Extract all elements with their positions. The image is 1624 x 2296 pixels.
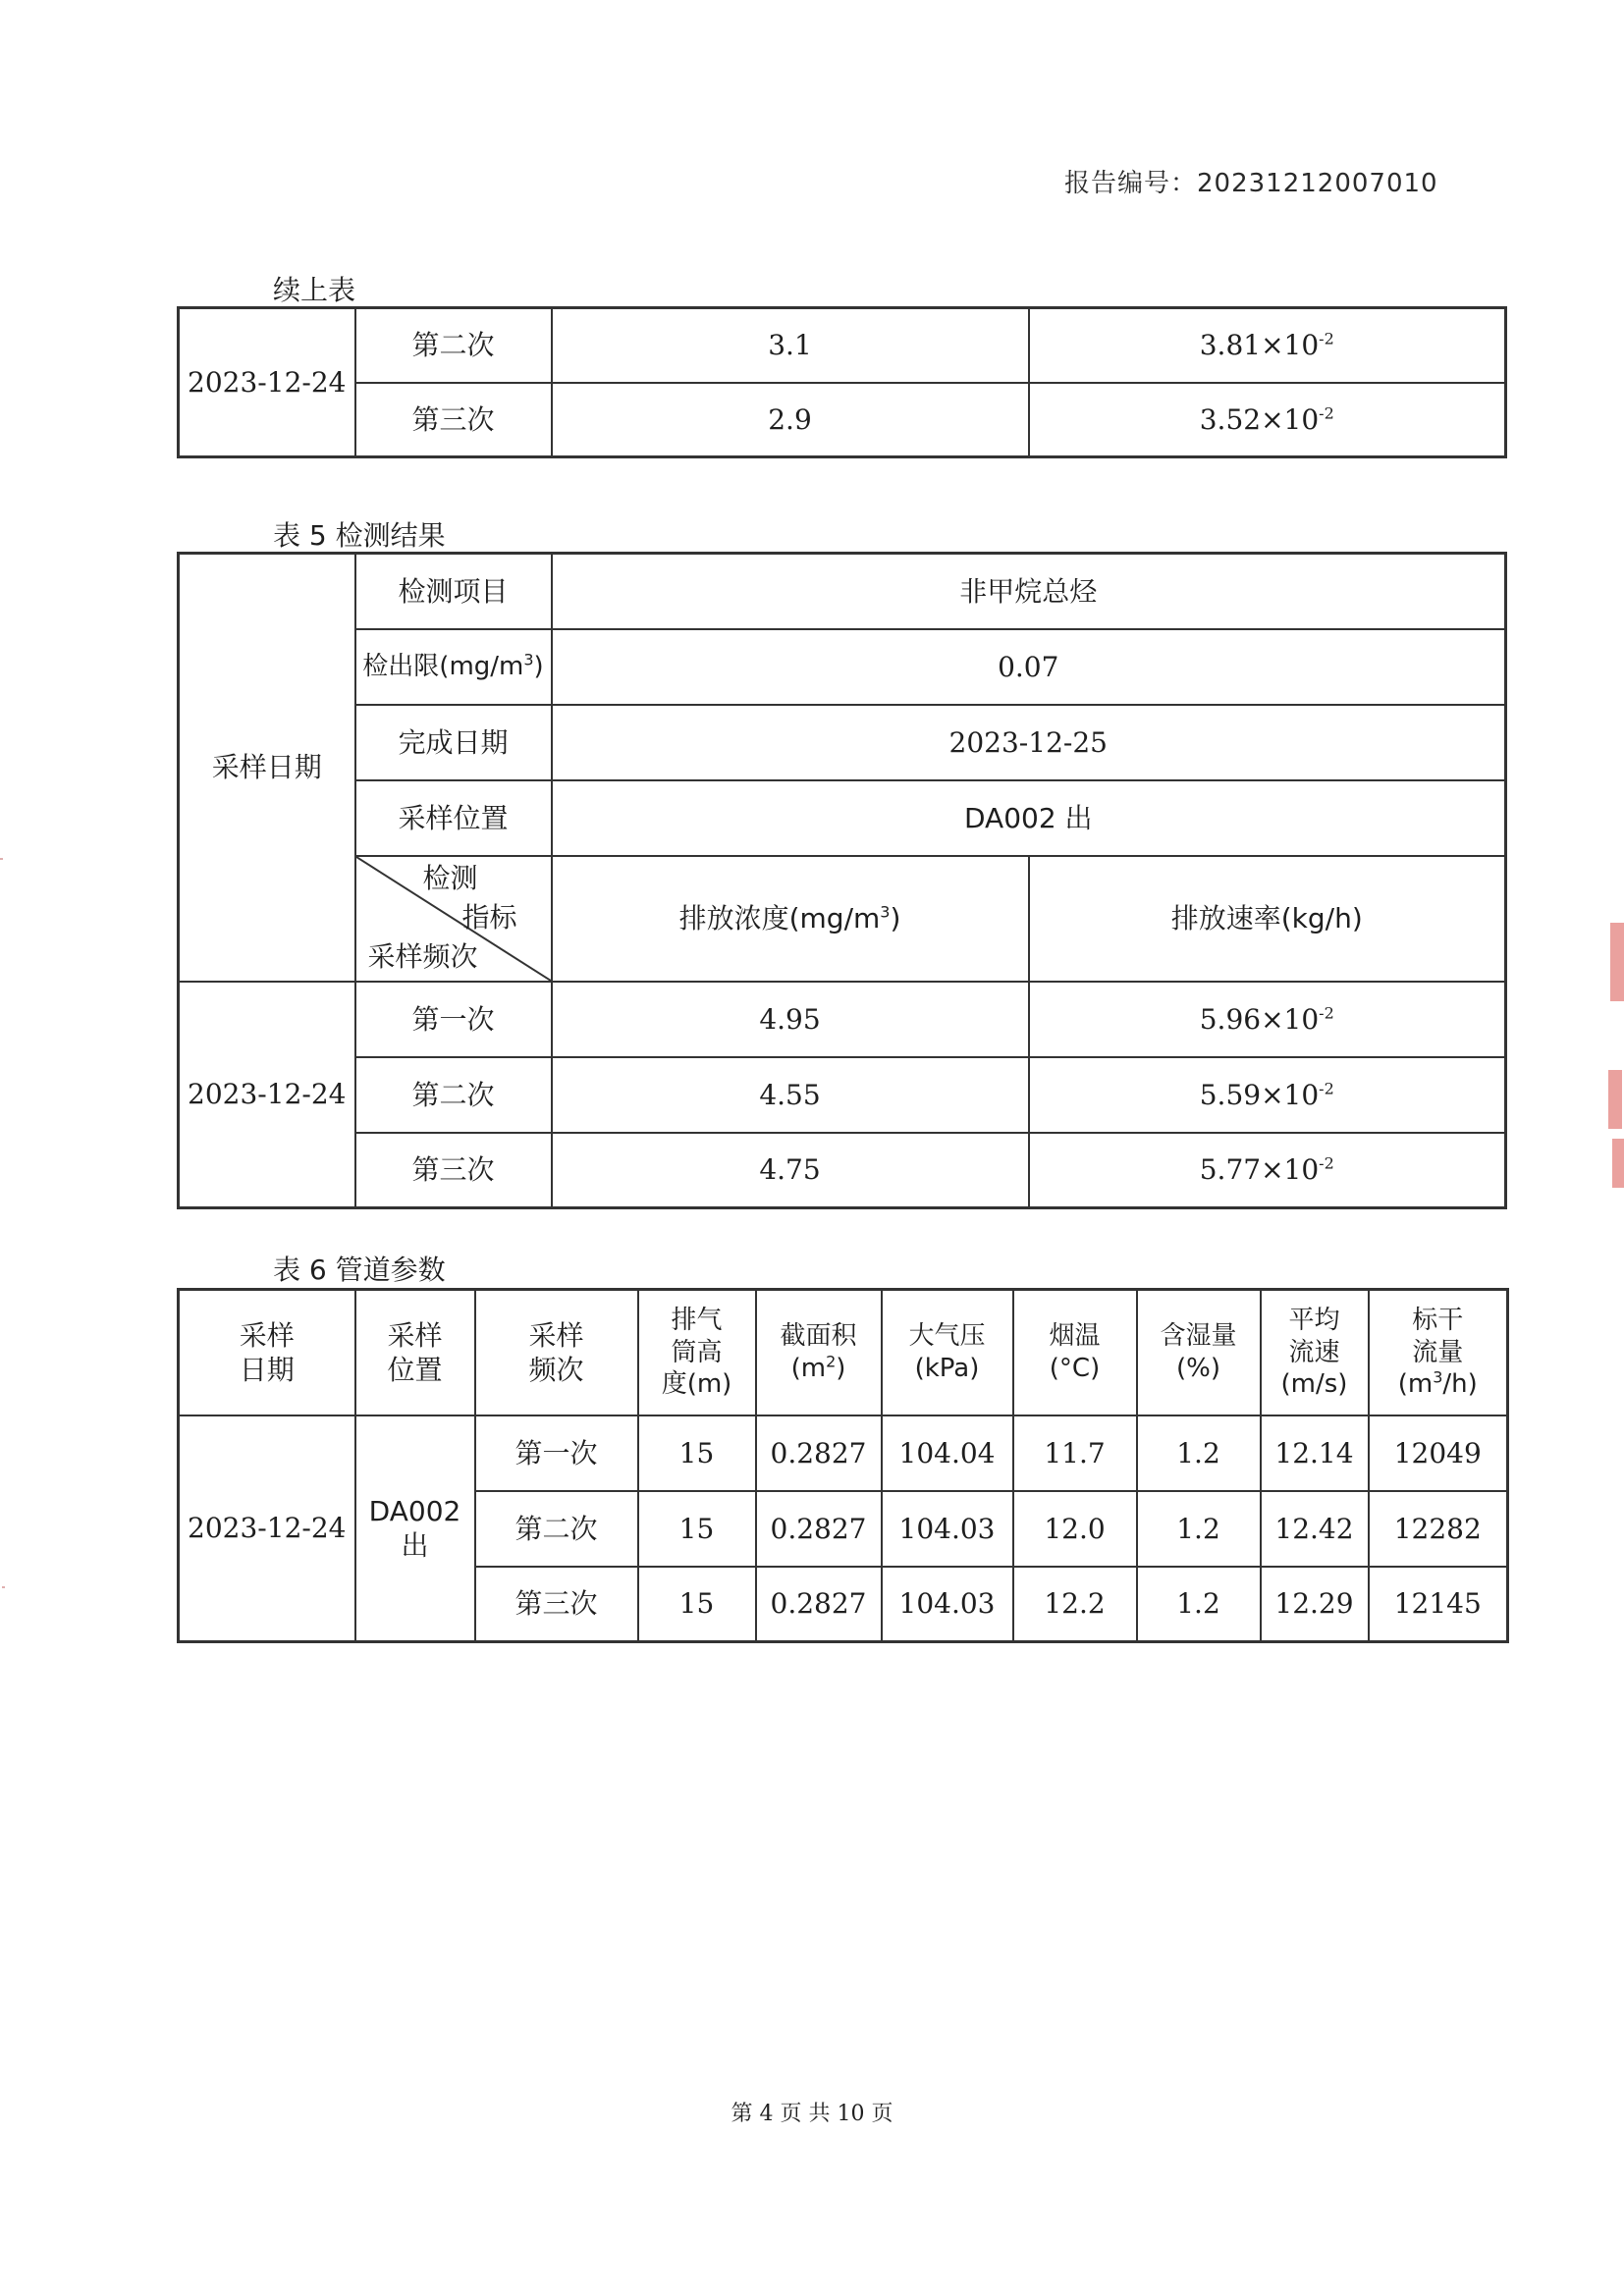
concentration-header: 排放浓度$(mg/m^3)$ bbox=[552, 856, 1029, 982]
sampling-position-cell: DA002 出 bbox=[355, 1415, 475, 1642]
stack-height-cell: 15 bbox=[638, 1491, 756, 1567]
header-stack-height: 排气 筒高 度(m) bbox=[638, 1290, 756, 1415]
table5 bbox=[177, 552, 1507, 1209]
diag-label-mid: 指标 bbox=[461, 900, 517, 934]
frequency-cell: 第二次 bbox=[355, 1057, 552, 1133]
humidity-cell: 1.2 bbox=[1137, 1567, 1261, 1642]
pressure-cell: 104.04 bbox=[882, 1415, 1013, 1491]
flue-temp-cell: 11.7 bbox=[1013, 1415, 1137, 1491]
flue-temp-cell: 12.0 bbox=[1013, 1491, 1137, 1567]
table6 bbox=[177, 1288, 1509, 1643]
header-cross-section: 截面积 $(m^2)$ bbox=[756, 1290, 882, 1415]
diagonal-header-cell bbox=[355, 856, 552, 982]
sampling-position-label: 采样位置 bbox=[355, 780, 552, 856]
sampling-date-cell: 2023-12-24 bbox=[179, 308, 355, 457]
finish-date-value: 2023-12-25 bbox=[552, 705, 1506, 780]
concentration-cell: 4.95 bbox=[552, 982, 1029, 1057]
paper-speck bbox=[2, 1586, 5, 1588]
velocity-cell: 12.42 bbox=[1261, 1491, 1369, 1567]
table-row bbox=[179, 982, 1506, 1057]
flue-temp-cell: 12.2 bbox=[1013, 1567, 1137, 1642]
continued-table-caption: 续上表 bbox=[273, 274, 356, 306]
diag-label-top: 检测 bbox=[422, 861, 478, 894]
cross-section-cell: 0.2827 bbox=[756, 1567, 882, 1642]
stack-height-cell: 15 bbox=[638, 1415, 756, 1491]
concentration-cell: 3.1 bbox=[552, 308, 1029, 383]
frequency-cell: 第二次 bbox=[355, 308, 552, 383]
frequency-cell: 第一次 bbox=[475, 1415, 638, 1491]
concentration-cell: 2.9 bbox=[552, 383, 1029, 457]
table-row bbox=[179, 1133, 1506, 1208]
frequency-cell: 第一次 bbox=[355, 982, 552, 1057]
table6-caption: 表 6 管道参数 bbox=[273, 1254, 446, 1286]
continued-table bbox=[177, 306, 1507, 458]
frequency-cell: 第三次 bbox=[355, 383, 552, 457]
emission-rate-cell: $5.59\times 10^{-2}$ bbox=[1029, 1057, 1506, 1133]
table-row bbox=[179, 629, 1506, 705]
dry-flow-cell: 12282 bbox=[1369, 1491, 1508, 1567]
detection-limit-label: 检出限$(mg/m^3)$ bbox=[355, 629, 552, 705]
cross-section-cell: 0.2827 bbox=[756, 1415, 882, 1491]
table-row bbox=[179, 383, 1506, 457]
header-humidity: 含湿量 (%) bbox=[1137, 1290, 1261, 1415]
header-sampling-position: 采样 位置 bbox=[355, 1290, 475, 1415]
page-number: 第 4 页 共 10 页 bbox=[731, 2102, 893, 2126]
table-header-row bbox=[179, 1290, 1508, 1415]
emission-rate-cell: $3.52\times 10^{-2}$ bbox=[1029, 383, 1506, 457]
table-row bbox=[179, 1057, 1506, 1133]
header-sampling-frequency: 采样 频次 bbox=[475, 1290, 638, 1415]
item-value: 非甲烷总烃 bbox=[552, 554, 1506, 629]
frequency-cell: 第二次 bbox=[475, 1491, 638, 1567]
header-pressure: 大气压 (kPa) bbox=[882, 1290, 1013, 1415]
seal-fragment bbox=[1608, 1070, 1622, 1129]
dry-flow-cell: 12049 bbox=[1369, 1415, 1508, 1491]
report-number: 报告编号：20231212007010 bbox=[1064, 169, 1438, 198]
cross-section-cell: 0.2827 bbox=[756, 1491, 882, 1567]
frequency-cell: 第三次 bbox=[355, 1133, 552, 1208]
detection-limit-value: 0.07 bbox=[552, 629, 1506, 705]
stack-height-cell: 15 bbox=[638, 1567, 756, 1642]
paper-speck bbox=[0, 858, 3, 860]
emission-rate-cell: $5.96\times 10^{-2}$ bbox=[1029, 982, 1506, 1057]
seal-fragment bbox=[1612, 1139, 1624, 1188]
table-row bbox=[179, 308, 1506, 383]
humidity-cell: 1.2 bbox=[1137, 1491, 1261, 1567]
pressure-cell: 104.03 bbox=[882, 1491, 1013, 1567]
diag-label-bottom: 采样频次 bbox=[367, 939, 478, 973]
emission-rate-cell: $5.77\times 10^{-2}$ bbox=[1029, 1133, 1506, 1208]
table-row bbox=[179, 780, 1506, 856]
humidity-cell: 1.2 bbox=[1137, 1415, 1261, 1491]
sampling-date-cell: 2023-12-24 bbox=[179, 982, 355, 1208]
header-sampling-date: 采样 日期 bbox=[179, 1290, 355, 1415]
header-dry-flow: 标干 流量 $(m^3/h)$ bbox=[1369, 1290, 1508, 1415]
dry-flow-cell: 12145 bbox=[1369, 1567, 1508, 1642]
table-row bbox=[179, 554, 1506, 629]
velocity-cell: 12.29 bbox=[1261, 1567, 1369, 1642]
emission-rate-header: 排放速率(kg/h) bbox=[1029, 856, 1506, 982]
header-velocity: 平均 流速 (m/s) bbox=[1261, 1290, 1369, 1415]
finish-date-label: 完成日期 bbox=[355, 705, 552, 780]
velocity-cell: 12.14 bbox=[1261, 1415, 1369, 1491]
item-label: 检测项目 bbox=[355, 554, 552, 629]
emission-rate-cell: $3.81\times 10^{-2}$ bbox=[1029, 308, 1506, 383]
sampling-position-value: DA002 出 bbox=[552, 780, 1506, 856]
concentration-cell: 4.55 bbox=[552, 1057, 1029, 1133]
frequency-cell: 第三次 bbox=[475, 1567, 638, 1642]
sampling-date-label: 采样日期 bbox=[179, 554, 355, 982]
table5-caption: 表 5 检测结果 bbox=[273, 519, 446, 552]
sampling-date-cell: 2023-12-24 bbox=[179, 1415, 355, 1642]
pressure-cell: 104.03 bbox=[882, 1567, 1013, 1642]
header-flue-temp: 烟温 (°C) bbox=[1013, 1290, 1137, 1415]
seal-fragment bbox=[1610, 923, 1624, 1001]
table-row bbox=[179, 856, 1506, 982]
table-row bbox=[179, 705, 1506, 780]
concentration-cell: 4.75 bbox=[552, 1133, 1029, 1208]
table-row bbox=[179, 1415, 1508, 1491]
